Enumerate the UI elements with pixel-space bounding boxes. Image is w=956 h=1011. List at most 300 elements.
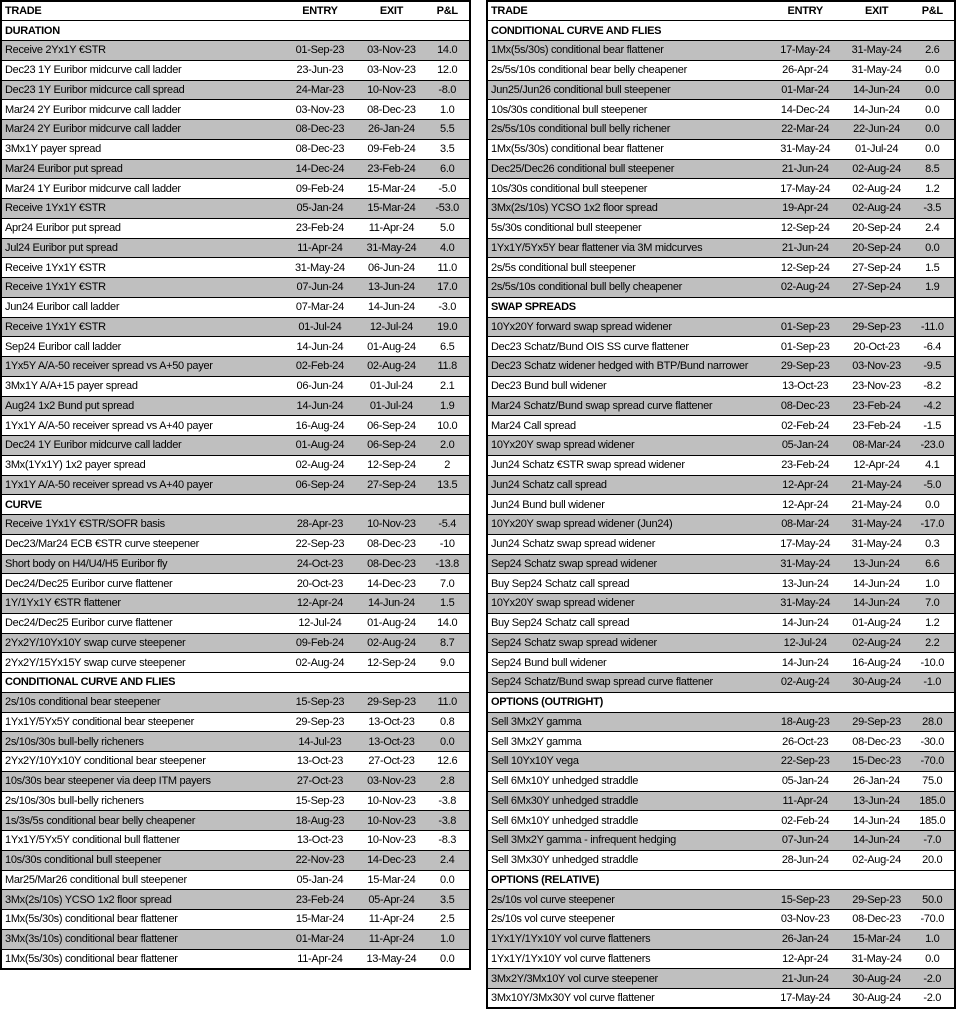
trade-cell: Jul24 Euribor put spread	[1, 238, 282, 258]
trade-row	[487, 139, 955, 159]
exit-cell: 21-May-24	[843, 495, 911, 515]
entry-cell: 21-Jun-24	[768, 969, 843, 989]
column-header-trade: TRADE	[487, 1, 768, 21]
exit-cell: 30-Aug-24	[843, 673, 911, 693]
trade-row	[1, 574, 470, 594]
section-header-row	[487, 692, 955, 712]
entry-cell: 31-May-24	[768, 554, 843, 574]
pnl-cell: 0.0	[911, 238, 955, 258]
pnl-cell: -2.0	[911, 989, 955, 1009]
trade-cell: Sep24 Euribor call ladder	[1, 337, 282, 357]
exit-cell: 27-Sep-24	[357, 475, 425, 495]
trade-row	[1, 692, 470, 712]
entry-cell: 12-Apr-24	[768, 949, 843, 969]
pnl-cell: 2.2	[911, 633, 955, 653]
pnl-cell: 2.5	[425, 910, 470, 930]
trade-row	[487, 60, 955, 80]
section-header-row	[1, 21, 470, 41]
trade-cell: 5s/30s conditional bull steepener	[487, 218, 768, 238]
trade-row	[1, 831, 470, 851]
trade-row	[1, 258, 470, 278]
exit-cell: 23-Feb-24	[357, 159, 425, 179]
trade-cell: Aug24 1x2 Bund put spread	[1, 396, 282, 416]
trade-row	[1, 199, 470, 219]
pnl-cell: 8.7	[425, 633, 470, 653]
exit-cell: 02-Aug-24	[843, 179, 911, 199]
entry-cell: 05-Jan-24	[282, 199, 357, 219]
trade-cell: Jun24 Bund bull widener	[487, 495, 768, 515]
pnl-cell: 11.0	[425, 258, 470, 278]
trade-cell: 2s/10s conditional bear steepener	[1, 692, 282, 712]
trade-row	[1, 80, 470, 100]
trade-cell: 1Yx5Y A/A-50 receiver spread vs A+50 payer	[1, 357, 282, 377]
trade-row	[487, 653, 955, 673]
exit-cell: 12-Apr-24	[843, 455, 911, 475]
pnl-cell: 0.0	[911, 120, 955, 140]
trade-cell: 1Y/1Yx1Y €STR flattener	[1, 594, 282, 614]
pnl-cell: -9.5	[911, 357, 955, 377]
column-header-exit: EXIT	[357, 1, 425, 21]
trade-row	[1, 653, 470, 673]
entry-cell: 07-Mar-24	[282, 297, 357, 317]
trade-row	[487, 673, 955, 693]
trade-cell: Receive 2Yx1Y €STR	[1, 41, 282, 61]
entry-cell: 08-Dec-23	[768, 396, 843, 416]
pnl-cell: -8.0	[425, 80, 470, 100]
entry-cell: 02-Feb-24	[282, 357, 357, 377]
exit-cell: 09-Feb-24	[357, 139, 425, 159]
trade-cell: Sell 10Yx10Y vega	[487, 752, 768, 772]
entry-cell: 05-Jan-24	[768, 771, 843, 791]
entry-cell: 11-Apr-24	[768, 791, 843, 811]
column-header-exit: EXIT	[843, 1, 911, 21]
trade-cell: 10s/30s conditional bull steepener	[487, 100, 768, 120]
pnl-cell: -3.8	[425, 791, 470, 811]
trade-cell: Apr24 Euribor put spread	[1, 218, 282, 238]
entry-cell: 22-Mar-24	[768, 120, 843, 140]
trade-row	[487, 890, 955, 910]
trade-cell: Sep24 Schatz swap spread widener	[487, 554, 768, 574]
pnl-cell: -5.0	[911, 475, 955, 495]
pnl-cell: 2.8	[425, 771, 470, 791]
trade-row	[1, 159, 470, 179]
trade-row	[1, 337, 470, 357]
entry-cell: 01-Aug-24	[282, 436, 357, 456]
column-header-entry: ENTRY	[768, 1, 843, 21]
exit-cell: 01-Aug-24	[357, 613, 425, 633]
pnl-cell: 0.0	[425, 870, 470, 890]
trade-row	[487, 989, 955, 1009]
trade-row	[487, 712, 955, 732]
pnl-cell: -8.2	[911, 376, 955, 396]
trade-cell: Sell 6Mx30Y unhedged straddle	[487, 791, 768, 811]
trade-cell: 10Yx20Y swap spread widener	[487, 594, 768, 614]
pnl-cell: -3.5	[911, 199, 955, 219]
trade-cell: Dec23/Mar24 ECB €STR curve steepener	[1, 534, 282, 554]
trade-cell: 2s/10s/30s bull-belly richeners	[1, 791, 282, 811]
entry-cell: 13-Oct-23	[768, 376, 843, 396]
trade-row	[1, 850, 470, 870]
exit-cell: 31-May-24	[357, 238, 425, 258]
entry-cell: 29-Sep-23	[768, 357, 843, 377]
exit-cell: 15-Mar-24	[357, 199, 425, 219]
trade-cell: Sell 3Mx2Y gamma - infrequent hedging	[487, 831, 768, 851]
trade-row	[487, 732, 955, 752]
pnl-cell: 0.0	[911, 60, 955, 80]
entry-cell: 21-Jun-24	[768, 238, 843, 258]
exit-cell: 29-Sep-23	[357, 692, 425, 712]
entry-cell: 05-Jan-24	[768, 436, 843, 456]
entry-cell: 08-Mar-24	[768, 515, 843, 535]
trade-row	[1, 120, 470, 140]
pnl-cell: 1.5	[425, 594, 470, 614]
trade-cell: Mar25/Mar26 conditional bull steepener	[1, 870, 282, 890]
entry-cell: 07-Jun-24	[282, 278, 357, 298]
trade-cell: 2s/5s conditional bull steepener	[487, 258, 768, 278]
exit-cell: 01-Jul-24	[843, 139, 911, 159]
entry-cell: 19-Apr-24	[768, 199, 843, 219]
trades-table-left	[0, 0, 471, 970]
pnl-cell: 2.6	[911, 41, 955, 61]
pnl-cell: 2.4	[425, 850, 470, 870]
trade-cell: Receive 1Yx1Y €STR	[1, 258, 282, 278]
trade-cell: 3Mx1Y payer spread	[1, 139, 282, 159]
pnl-cell: 5.0	[425, 218, 470, 238]
exit-cell: 01-Jul-24	[357, 376, 425, 396]
pnl-cell: 28.0	[911, 712, 955, 732]
exit-cell: 15-Mar-24	[357, 870, 425, 890]
trade-cell: Dec24 1Y Euribor midcurve call ladder	[1, 436, 282, 456]
trade-row	[1, 752, 470, 772]
pnl-cell: 5.5	[425, 120, 470, 140]
pnl-cell: 12.0	[425, 60, 470, 80]
entry-cell: 12-Sep-24	[768, 258, 843, 278]
entry-cell: 23-Feb-24	[768, 455, 843, 475]
column-header-row	[487, 1, 955, 21]
pnl-cell: 10.0	[425, 416, 470, 436]
entry-cell: 31-May-24	[768, 594, 843, 614]
exit-cell: 14-Jun-24	[843, 80, 911, 100]
exit-cell: 06-Jun-24	[357, 258, 425, 278]
pnl-cell: -11.0	[911, 317, 955, 337]
trade-cell: 1Mx(5s/30s) conditional bear flattener	[1, 910, 282, 930]
entry-cell: 31-May-24	[282, 258, 357, 278]
pnl-cell: 6.0	[425, 159, 470, 179]
exit-cell: 27-Oct-23	[357, 752, 425, 772]
trade-cell: 1Yx1Y/5Yx5Y conditional bull flattener	[1, 831, 282, 851]
trade-cell: Dec23 Schatz/Bund OIS SS curve flattener	[487, 337, 768, 357]
entry-cell: 23-Feb-24	[282, 890, 357, 910]
trade-cell: Sep24 Schatz/Bund swap spread curve flattener	[487, 673, 768, 693]
trade-row	[1, 357, 470, 377]
trade-row	[1, 594, 470, 614]
entry-cell: 22-Nov-23	[282, 850, 357, 870]
trade-row	[487, 594, 955, 614]
exit-cell: 13-May-24	[357, 949, 425, 969]
exit-cell: 08-Dec-23	[843, 732, 911, 752]
pnl-cell: -70.0	[911, 910, 955, 930]
trade-row	[1, 771, 470, 791]
trade-row	[487, 929, 955, 949]
trade-cell: 1Mx(5s/30s) conditional bear flattener	[1, 949, 282, 969]
exit-cell: 13-Jun-24	[843, 554, 911, 574]
exit-cell: 03-Nov-23	[357, 771, 425, 791]
exit-cell: 06-Sep-24	[357, 416, 425, 436]
trade-row	[487, 613, 955, 633]
trade-cell: 10s/30s conditional bull steepener	[487, 179, 768, 199]
trade-row	[487, 278, 955, 298]
trade-row	[487, 376, 955, 396]
exit-cell: 10-Nov-23	[357, 831, 425, 851]
trade-cell: 1Yx1Y A/A-50 receiver spread vs A+40 payer	[1, 416, 282, 436]
trade-cell: 1Mx(5s/30s) conditional bear flattener	[487, 139, 768, 159]
trade-cell: Dec24/Dec25 Euribor curve flattener	[1, 574, 282, 594]
section-title: DURATION	[1, 21, 470, 41]
column-header-trade: TRADE	[1, 1, 282, 21]
trade-row	[1, 218, 470, 238]
exit-cell: 14-Jun-24	[357, 297, 425, 317]
trade-cell: 1Yx1Y A/A-50 receiver spread vs A+40 payer	[1, 475, 282, 495]
exit-cell: 05-Apr-24	[357, 890, 425, 910]
pnl-cell: 19.0	[425, 317, 470, 337]
trade-cell: 2s/10s/30s bull-belly richeners	[1, 732, 282, 752]
pnl-cell: -70.0	[911, 752, 955, 772]
entry-cell: 14-Jul-23	[282, 732, 357, 752]
pnl-cell: 0.0	[911, 949, 955, 969]
exit-cell: 14-Jun-24	[843, 811, 911, 831]
trade-cell: 2Yx2Y/10Yx10Y conditional bear steepener	[1, 752, 282, 772]
exit-cell: 11-Apr-24	[357, 218, 425, 238]
entry-cell: 22-Sep-23	[768, 752, 843, 772]
pnl-cell: -30.0	[911, 732, 955, 752]
trade-row	[1, 416, 470, 436]
exit-cell: 02-Aug-24	[357, 633, 425, 653]
trade-cell: 1Yx1Y/5Yx5Y bear flattener via 3M midcurves	[487, 238, 768, 258]
exit-cell: 02-Aug-24	[843, 199, 911, 219]
exit-cell: 27-Sep-24	[843, 258, 911, 278]
trade-cell: Receive 1Yx1Y €STR	[1, 317, 282, 337]
exit-cell: 08-Dec-23	[357, 554, 425, 574]
entry-cell: 27-Oct-23	[282, 771, 357, 791]
trade-cell: Mar24 Call spread	[487, 416, 768, 436]
exit-cell: 20-Sep-24	[843, 238, 911, 258]
trade-cell: 10Yx20Y swap spread widener	[487, 436, 768, 456]
exit-cell: 02-Aug-24	[843, 850, 911, 870]
entry-cell: 12-Apr-24	[768, 475, 843, 495]
entry-cell: 28-Apr-23	[282, 515, 357, 535]
trade-row	[487, 120, 955, 140]
entry-cell: 06-Jun-24	[282, 376, 357, 396]
trade-cell: Receive 1Yx1Y €STR	[1, 199, 282, 219]
trade-cell: Dec23 1Y Euribor midcurce call spread	[1, 80, 282, 100]
exit-cell: 01-Aug-24	[843, 613, 911, 633]
exit-cell: 06-Sep-24	[357, 436, 425, 456]
trade-cell: 10s/30s conditional bull steepener	[1, 850, 282, 870]
pnl-cell: 0.8	[425, 712, 470, 732]
entry-cell: 02-Aug-24	[768, 673, 843, 693]
entry-cell: 13-Jun-24	[768, 574, 843, 594]
pnl-cell: 1.0	[911, 929, 955, 949]
pnl-cell: 1.2	[911, 179, 955, 199]
trade-cell: Sep24 Schatz swap spread widener	[487, 633, 768, 653]
pnl-cell: 75.0	[911, 771, 955, 791]
trade-cell: Sell 3Mx2Y gamma	[487, 732, 768, 752]
entry-cell: 23-Feb-24	[282, 218, 357, 238]
exit-cell: 13-Jun-24	[357, 278, 425, 298]
exit-cell: 15-Mar-24	[357, 179, 425, 199]
entry-cell: 15-Sep-23	[282, 692, 357, 712]
exit-cell: 29-Sep-23	[843, 890, 911, 910]
trade-row	[487, 80, 955, 100]
pnl-cell: 2.4	[911, 218, 955, 238]
pnl-cell: 1.9	[911, 278, 955, 298]
trade-row	[1, 475, 470, 495]
pnl-cell: -13.8	[425, 554, 470, 574]
exit-cell: 29-Sep-23	[843, 712, 911, 732]
trade-cell: Jun24 Schatz swap spread widener	[487, 534, 768, 554]
trade-row	[1, 41, 470, 61]
trade-row	[1, 534, 470, 554]
pnl-cell: 3.5	[425, 139, 470, 159]
trade-cell: Buy Sep24 Schatz call spread	[487, 613, 768, 633]
exit-cell: 23-Feb-24	[843, 396, 911, 416]
pnl-cell: 2	[425, 455, 470, 475]
pnl-cell: -10	[425, 534, 470, 554]
entry-cell: 26-Jan-24	[768, 929, 843, 949]
section-title: CONDITIONAL CURVE AND FLIES	[1, 673, 470, 693]
section-header-row	[487, 870, 955, 890]
section-header-row	[487, 297, 955, 317]
exit-cell: 23-Feb-24	[843, 416, 911, 436]
trade-row	[487, 238, 955, 258]
pnl-cell: 9.0	[425, 653, 470, 673]
entry-cell: 03-Nov-23	[282, 100, 357, 120]
pnl-cell: 1.0	[425, 100, 470, 120]
entry-cell: 15-Sep-23	[768, 890, 843, 910]
trade-cell: 2s/10s vol curve steepener	[487, 890, 768, 910]
exit-cell: 14-Jun-24	[357, 594, 425, 614]
pnl-cell: 1.2	[911, 613, 955, 633]
entry-cell: 12-Jul-24	[282, 613, 357, 633]
exit-cell: 15-Mar-24	[843, 929, 911, 949]
trade-cell: Receive 1Yx1Y €STR/SOFR basis	[1, 515, 282, 535]
exit-cell: 31-May-24	[843, 515, 911, 535]
trade-row	[487, 850, 955, 870]
entry-cell: 28-Jun-24	[768, 850, 843, 870]
exit-cell: 08-Mar-24	[843, 436, 911, 456]
trade-cell: Sell 3Mx2Y gamma	[487, 712, 768, 732]
entry-cell: 03-Nov-23	[768, 910, 843, 930]
trade-row	[487, 969, 955, 989]
entry-cell: 14-Jun-24	[282, 396, 357, 416]
exit-cell: 26-Jan-24	[357, 120, 425, 140]
trade-cell: Dec23 Bund bull widener	[487, 376, 768, 396]
section-title: CONDITIONAL CURVE AND FLIES	[487, 21, 955, 41]
exit-cell: 10-Nov-23	[357, 80, 425, 100]
exit-cell: 10-Nov-23	[357, 791, 425, 811]
trade-cell: Sell 6Mx10Y unhedged straddle	[487, 811, 768, 831]
exit-cell: 08-Dec-23	[843, 910, 911, 930]
exit-cell: 12-Sep-24	[357, 455, 425, 475]
trade-cell: Receive 1Yx1Y €STR	[1, 278, 282, 298]
entry-cell: 13-Oct-23	[282, 831, 357, 851]
trade-row	[1, 554, 470, 574]
entry-cell: 16-Aug-24	[282, 416, 357, 436]
entry-cell: 15-Sep-23	[282, 791, 357, 811]
trade-row	[487, 574, 955, 594]
pnl-cell: 7.0	[425, 574, 470, 594]
exit-cell: 20-Sep-24	[843, 218, 911, 238]
entry-cell: 22-Sep-23	[282, 534, 357, 554]
trade-row	[487, 436, 955, 456]
pnl-cell: 4.1	[911, 455, 955, 475]
entry-cell: 14-Dec-24	[282, 159, 357, 179]
pnl-cell: -53.0	[425, 199, 470, 219]
pnl-cell: 0.0	[911, 100, 955, 120]
trade-cell: 3Mx(1Yx1Y) 1x2 payer spread	[1, 455, 282, 475]
exit-cell: 14-Jun-24	[843, 574, 911, 594]
exit-cell: 26-Jan-24	[843, 771, 911, 791]
trade-row	[487, 416, 955, 436]
trade-row	[1, 890, 470, 910]
pnl-cell: 3.5	[425, 890, 470, 910]
trade-row	[1, 396, 470, 416]
trade-row	[1, 929, 470, 949]
entry-cell: 02-Aug-24	[768, 278, 843, 298]
exit-cell: 14-Jun-24	[843, 594, 911, 614]
pnl-cell: -2.0	[911, 969, 955, 989]
exit-cell: 30-Aug-24	[843, 989, 911, 1009]
exit-cell: 31-May-24	[843, 41, 911, 61]
pnl-cell: -4.2	[911, 396, 955, 416]
trade-row	[1, 297, 470, 317]
entry-cell: 31-May-24	[768, 139, 843, 159]
trade-cell: 2s/10s vol curve steepener	[487, 910, 768, 930]
entry-cell: 11-Apr-24	[282, 238, 357, 258]
trade-cell: 2Yx2Y/15Yx15Y swap curve steepener	[1, 653, 282, 673]
entry-cell: 13-Oct-23	[282, 752, 357, 772]
pnl-cell: 0.0	[911, 80, 955, 100]
entry-cell: 12-Apr-24	[282, 594, 357, 614]
entry-cell: 14-Jun-24	[768, 613, 843, 633]
trade-cell: 3Mx10Y/3Mx30Y vol curve flattener	[487, 989, 768, 1009]
pnl-cell: -10.0	[911, 653, 955, 673]
pnl-cell: -23.0	[911, 436, 955, 456]
trade-row	[487, 534, 955, 554]
exit-cell: 02-Aug-24	[843, 159, 911, 179]
exit-cell: 13-Oct-23	[357, 732, 425, 752]
entry-cell: 26-Apr-24	[768, 60, 843, 80]
trade-cell: Mar24 Schatz/Bund swap spread curve flattener	[487, 396, 768, 416]
trade-cell: Buy Sep24 Schatz call spread	[487, 574, 768, 594]
entry-cell: 17-May-24	[768, 41, 843, 61]
trade-row	[1, 179, 470, 199]
section-title: SWAP SPREADS	[487, 297, 955, 317]
trade-cell: Dec24/Dec25 Euribor curve flattener	[1, 613, 282, 633]
entry-cell: 02-Aug-24	[282, 653, 357, 673]
trade-cell: Jun25/Jun26 conditional bull steepener	[487, 80, 768, 100]
entry-cell: 05-Jan-24	[282, 870, 357, 890]
entry-cell: 29-Sep-23	[282, 712, 357, 732]
trade-row	[1, 317, 470, 337]
entry-cell: 06-Sep-24	[282, 475, 357, 495]
entry-cell: 12-Jul-24	[768, 633, 843, 653]
trade-cell: 3Mx(2s/10s) YCSO 1x2 floor spread	[1, 890, 282, 910]
pnl-cell: -6.4	[911, 337, 955, 357]
trade-cell: 3Mx(2s/10s) YCSO 1x2 floor spread	[487, 199, 768, 219]
trade-row	[487, 218, 955, 238]
entry-cell: 24-Mar-23	[282, 80, 357, 100]
